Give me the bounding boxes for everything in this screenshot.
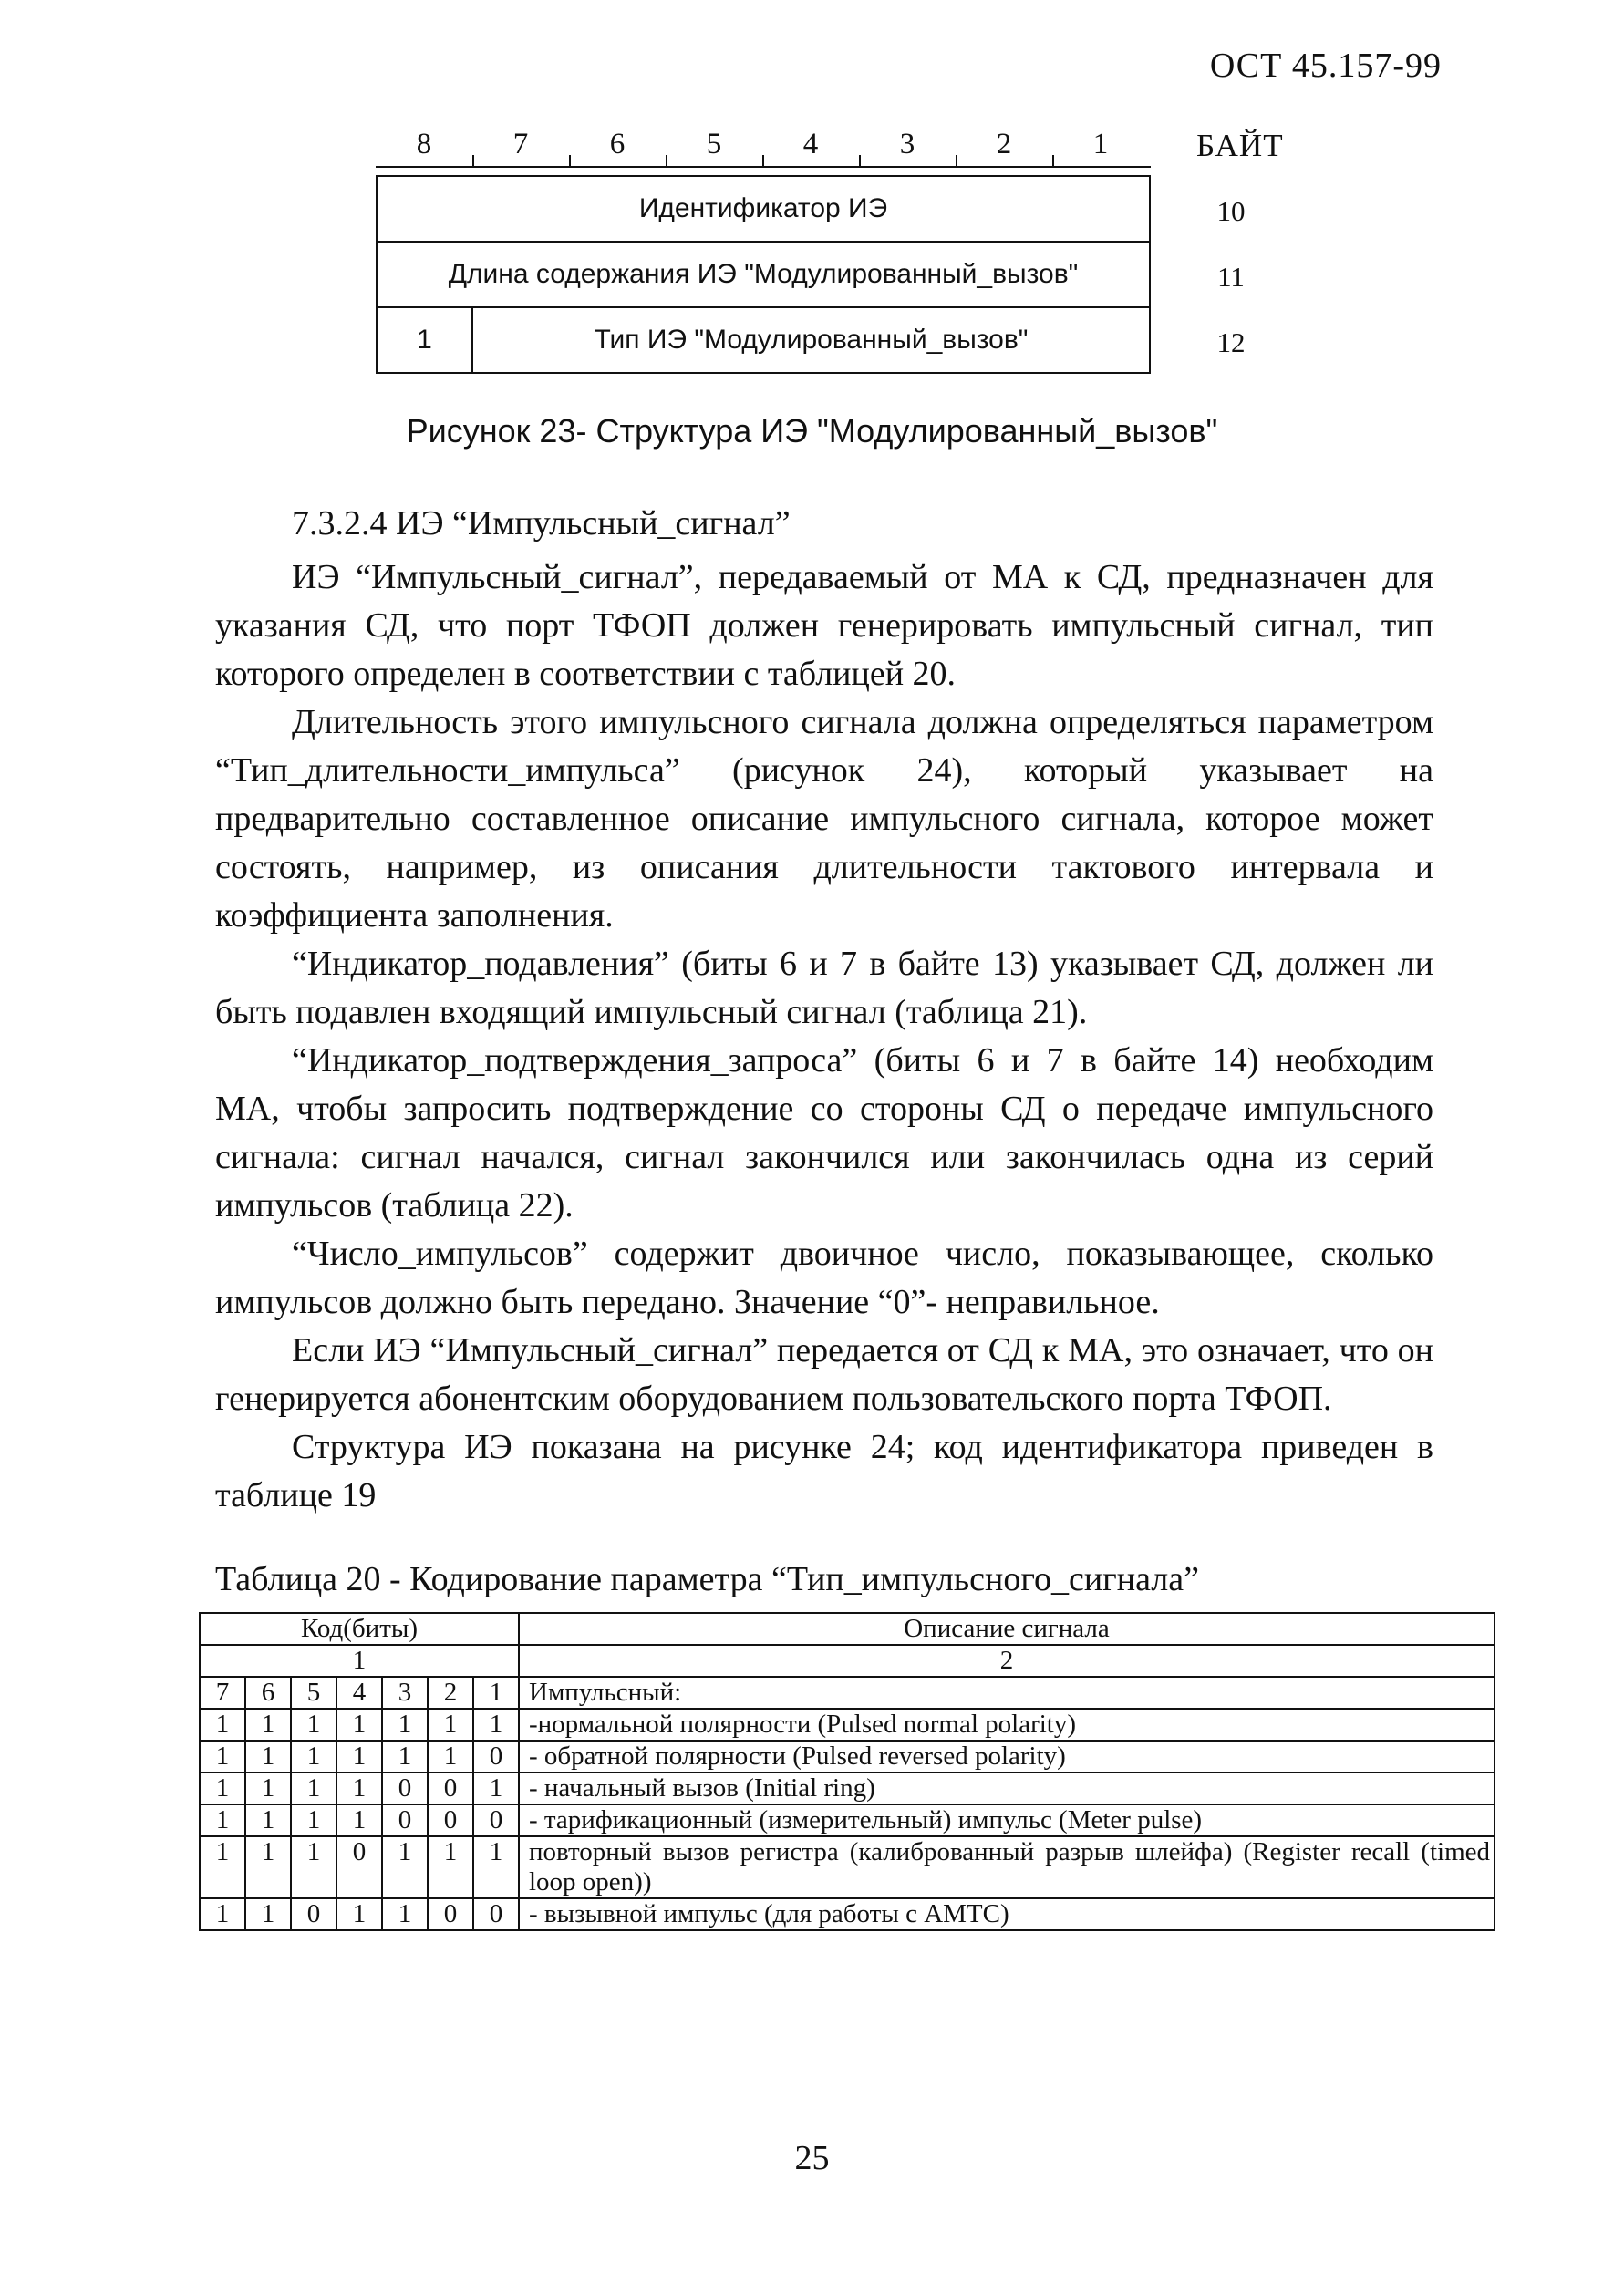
bit-value: 0 (382, 1773, 428, 1804)
bit-value: 1 (291, 1804, 336, 1836)
table-row (200, 1677, 1495, 1709)
figure-row (377, 176, 1150, 242)
bit-value: 1 (291, 1773, 336, 1804)
bit-value: 1 (291, 1741, 336, 1773)
byte-number: 11 (1217, 261, 1245, 293)
column-header: Код(биты) (200, 1613, 519, 1645)
bit-value: 0 (428, 1898, 473, 1930)
bit-value: 1 (200, 1804, 245, 1836)
paragraph: Структура ИЭ показана на рисунке 24; код идентификатора приведен в таблице 19 (215, 1428, 1433, 1514)
bit-value: 0 (291, 1898, 336, 1930)
bit-value: 1 (382, 1898, 428, 1930)
bit-value: 1 (200, 1741, 245, 1773)
bit-value: 0 (473, 1804, 519, 1836)
bit-value: 1 (382, 1836, 428, 1898)
bit-value: 1 (382, 1741, 428, 1773)
paragraph: “Индикатор_подтверждения_запроса” (биты 6 и 7 в байте 14) необходим МА, чтобы запросить подтверждение со стороны СД о передаче импульсного сигнала: сигнал начался, сигнал закончился или закончилась одна из серий импульсов (таблица 22). (215, 1041, 1433, 1225)
bit-position: 7 (200, 1677, 245, 1709)
bit-value: 1 (245, 1836, 291, 1898)
bit-position: 3 (382, 1677, 428, 1709)
bit-value: 1 (473, 1773, 519, 1804)
signal-description: - обратной полярности (Pulsed reversed polarity) (519, 1741, 1495, 1773)
signal-description: - тарификационный (измерительный) импульс (Meter pulse) (519, 1804, 1495, 1836)
figure-row (377, 242, 1150, 307)
table-row (200, 1836, 1495, 1898)
bit-position: 6 (245, 1677, 291, 1709)
bit-value: 1 (428, 1741, 473, 1773)
bit-value: 0 (382, 1804, 428, 1836)
bit-label: 8 (416, 128, 432, 160)
signal-description: -нормальной полярности (Pulsed normal polarity) (519, 1709, 1495, 1741)
bit-position: 4 (336, 1677, 382, 1709)
bit-value: 1 (245, 1773, 291, 1804)
figure-row (377, 307, 1150, 373)
signal-description: повторный вызов регистра (калиброванный разрыв шлейфа) (Register recall (timed loop open)) (519, 1836, 1495, 1898)
bit-value: 0 (336, 1836, 382, 1898)
group-label: Импульсный: (519, 1677, 1495, 1709)
coding-table (199, 1612, 1495, 1931)
figure-caption: Рисунок 23- Структура ИЭ "Модулированный_вызов" (406, 412, 1218, 450)
bit-value: 1 (200, 1773, 245, 1804)
figure-cell-bit8: 1 (377, 307, 472, 373)
bit-value: 0 (473, 1898, 519, 1930)
column-number: 1 (200, 1645, 519, 1677)
table-column-number-row (200, 1645, 1495, 1677)
bit-value: 1 (291, 1836, 336, 1898)
figure-cell: Тип ИЭ "Модулированный_вызов" (472, 307, 1150, 373)
document-code: ОСТ 45.157-99 (1209, 47, 1442, 85)
bit-value: 1 (200, 1709, 245, 1741)
bit-value: 1 (382, 1709, 428, 1741)
bit-value: 0 (428, 1773, 473, 1804)
bit-position: 5 (291, 1677, 336, 1709)
bit-value: 1 (291, 1709, 336, 1741)
table-row (200, 1773, 1495, 1804)
byte-number: 12 (1216, 326, 1246, 358)
bit-value: 1 (336, 1898, 382, 1930)
bit-value: 1 (336, 1741, 382, 1773)
bit-label: 5 (706, 128, 722, 160)
bit-value: 1 (428, 1709, 473, 1741)
bit-value: 1 (245, 1804, 291, 1836)
bit-value: 1 (428, 1836, 473, 1898)
ie-structure-figure (376, 175, 1151, 374)
signal-description: - вызывной импульс (для работы с АМТС) (519, 1898, 1495, 1930)
bit-label: 6 (609, 128, 626, 160)
bit-value: 1 (245, 1709, 291, 1741)
bit-value: 0 (428, 1804, 473, 1836)
bit-value: 1 (473, 1836, 519, 1898)
paragraph: “Индикатор_подавления” (биты 6 и 7 в байте 13) указывает СД, должен ли быть подавлен входящий импульсный сигнал (таблица 21). (215, 945, 1433, 1031)
bit-value: 1 (200, 1898, 245, 1930)
page-number: 25 (794, 2139, 830, 2177)
table-header-row (200, 1613, 1495, 1645)
bit-value: 1 (336, 1773, 382, 1804)
table-row (200, 1741, 1495, 1773)
bit-label: 4 (802, 128, 819, 160)
bit-value: 1 (200, 1836, 245, 1898)
table-row (200, 1804, 1495, 1836)
byte-number: 10 (1216, 195, 1246, 227)
paragraph: Если ИЭ “Импульсный_сигнал” передается от СД к МА, это означает, что он генерируется абонентским оборудованием пользовательского порта ТФОП. (215, 1331, 1433, 1418)
bit-position: 1 (473, 1677, 519, 1709)
bit-value: 1 (336, 1709, 382, 1741)
bit-label: 1 (1092, 128, 1109, 160)
bit-label: 7 (512, 128, 529, 160)
bit-position: 2 (428, 1677, 473, 1709)
signal-description: - начальный вызов (Initial ring) (519, 1773, 1495, 1804)
column-number: 2 (519, 1645, 1495, 1677)
column-header: Описание сигнала (519, 1613, 1495, 1645)
bit-value: 1 (473, 1709, 519, 1741)
bit-number-ruler (376, 128, 1151, 173)
bit-value: 0 (473, 1741, 519, 1773)
table-row (200, 1898, 1495, 1930)
bit-value: 1 (336, 1804, 382, 1836)
bit-axis-line (376, 166, 1151, 168)
bit-value: 1 (245, 1741, 291, 1773)
paragraph: “Число_импульсов” содержит двоичное число, показывающее, сколько импульсов должно быть передано. Значение “0”- неправильное. (215, 1235, 1433, 1321)
bit-label: 2 (996, 128, 1012, 160)
figure-cell: Идентификатор ИЭ (377, 176, 1150, 242)
byte-column-header: БАЙТ (1196, 128, 1284, 163)
table-row (200, 1709, 1495, 1741)
paragraph: Длительность этого импульсного сигнала должна определяться параметром “Тип_длительности_импульса” (рисунок 24), который указывает на предварительно составленное описание импульсного сигнала, которое может состоять, например, из описания длительности тактового интервала и коэффициента заполнения. (215, 703, 1433, 935)
table-caption: Таблица 20 - Кодирование параметра “Тип_импульсного_сигнала” (215, 1560, 1199, 1598)
section-heading: 7.3.2.4 ИЭ “Импульсный_сигнал” (292, 504, 791, 543)
bit-label: 3 (899, 128, 915, 160)
bit-value: 1 (245, 1898, 291, 1930)
figure-cell: Длина содержания ИЭ "Модулированный_вызов" (377, 242, 1150, 307)
paragraph: ИЭ “Импульсный_сигнал”, передаваемый от МА к СД, предназначен для указания СД, что порт ТФОП должен генерировать импульсный сигнал, тип которого определен в соответствии с таблицей 20. (215, 558, 1433, 693)
